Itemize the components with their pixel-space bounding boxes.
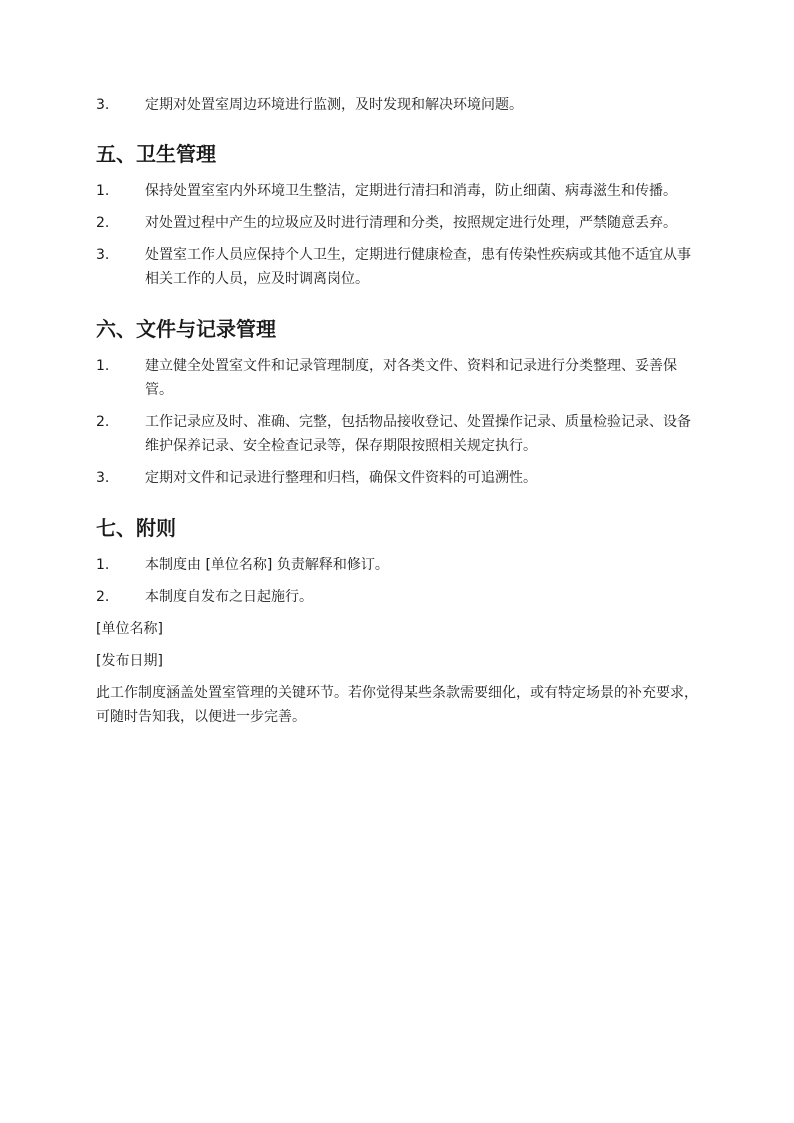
list-item: [96, 553, 702, 577]
publish-date-placeholder: [发布日期]: [96, 653, 163, 669]
list-item-number: 1.: [96, 557, 110, 573]
list-item-text: 本制度自发布之日起施行。: [145, 589, 313, 605]
list-item: [96, 243, 702, 291]
list-item-number: 3.: [96, 247, 110, 263]
list-item: [96, 93, 702, 117]
list-item-text: 保持处置室室内外环境卫生整洁，定期进行清扫和消毒，防止细菌、病毒滋生和传播。: [145, 183, 677, 199]
list-item-text: 定期对处置室周边环境进行监测，及时发现和解决环境问题。: [145, 97, 523, 113]
list-item-number: 3.: [96, 470, 110, 486]
list-item: [96, 211, 702, 235]
list-item-text: 对处置过程中产生的垃圾应及时进行清理和分类，按照规定进行处理，严禁随意丢弃。: [145, 215, 677, 231]
list-item-text: 本制度由 [单位名称] 负责解释和修订。: [145, 557, 389, 573]
list-item-number: 2.: [96, 414, 110, 430]
section-heading-hygiene: 五、卫生管理: [96, 142, 216, 166]
closing-note: 此工作制度涵盖处置室管理的关键环节。若你觉得某些条款需要细化，或有特定场景的补充要求，可随时告知我，以便进一步完善。: [96, 685, 698, 725]
list-item: [96, 354, 702, 402]
list-item-number: 2.: [96, 589, 110, 605]
list-item: [96, 179, 702, 203]
section-heading-appendix: 七、附则: [96, 516, 176, 540]
list-item-text: 工作记录应及时、准确、完整，包括物品接收登记、处置操作记录、质量检验记录、设备维护保养记录、安全检查记录等，保存期限按照相关规定执行。: [145, 414, 691, 454]
section-heading-records: 六、文件与记录管理: [96, 317, 276, 341]
list-item-number: 1.: [96, 183, 110, 199]
list-item-number: 1.: [96, 358, 110, 374]
list-item-text: 处置室工作人员应保持个人卫生，定期进行健康检查，患有传染性疾病或其他不适宜从事相关工作的人员，应及时调离岗位。: [145, 247, 691, 287]
document-body: [96, 93, 702, 737]
list-item-text: 建立健全处置室文件和记录管理制度，对各类文件、资料和记录进行分类整理、妥善保管。: [145, 358, 677, 398]
unit-name-placeholder: [单位名称]: [96, 621, 163, 637]
list-item-number: 2.: [96, 215, 110, 231]
list-item-number: 3.: [96, 97, 110, 113]
list-item: [96, 410, 702, 458]
list-item: [96, 466, 702, 490]
list-item: [96, 585, 702, 609]
list-item-text: 定期对文件和记录进行整理和归档，确保文件资料的可追溯性。: [145, 470, 537, 486]
